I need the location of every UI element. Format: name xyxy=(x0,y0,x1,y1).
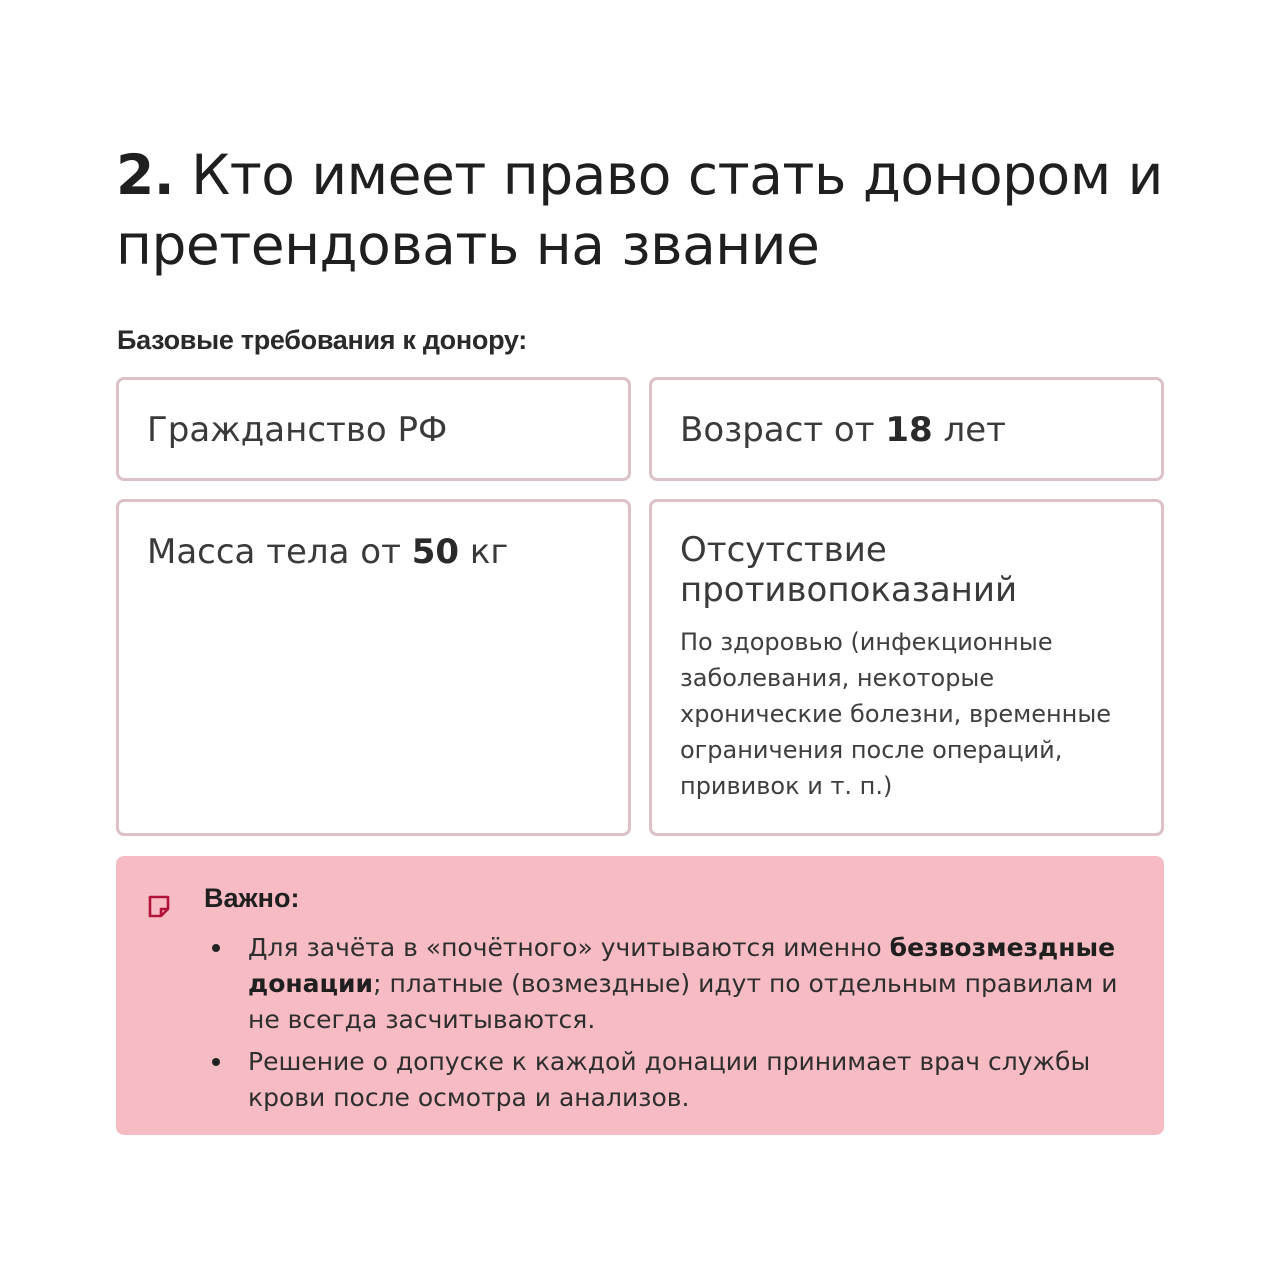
note-title: Важно: xyxy=(204,883,300,913)
note-list xyxy=(204,930,1124,1122)
note-icon xyxy=(146,894,172,920)
bullet-icon xyxy=(212,944,220,952)
list-item: Для зачёта в «почётного» учитываются именно безвозмездные донации; платные (возмездные) идут по отдельным правилам и не всегда засчитываются. xyxy=(204,930,1124,1038)
requirement-card-weight xyxy=(116,499,631,836)
requirement-card-age xyxy=(649,377,1164,481)
list-item: Решение о допуске к каждой донации принимает врач службы крови после осмотра и анализов. xyxy=(204,1044,1124,1116)
title-number: 2. xyxy=(116,143,175,207)
age-value: 18 xyxy=(885,410,933,450)
page-title xyxy=(116,140,1176,280)
bullet-icon xyxy=(212,1058,220,1066)
requirement-card-contraindications xyxy=(649,499,1164,836)
requirement-card-text: Отсутствие противопоказаний xyxy=(680,530,1018,610)
requirement-card-detail: По здоровью (инфекционные заболевания, некоторые хронические болезни, временные ограничения после операций, прививок и т. п.) xyxy=(680,628,1112,800)
important-note xyxy=(116,856,1164,1135)
requirement-card-text: Гражданство РФ xyxy=(147,410,448,450)
requirement-card-text: Масса тела от 50 кг xyxy=(147,532,509,572)
weight-value: 50 xyxy=(411,532,460,572)
title-text: Кто имеет право стать донором и претендовать на звание xyxy=(116,143,1163,277)
requirements-heading: Базовые требования к донору: xyxy=(117,325,527,355)
requirement-card-citizenship xyxy=(116,377,631,481)
requirement-card-text: Возраст от 18 лет xyxy=(680,410,1006,450)
